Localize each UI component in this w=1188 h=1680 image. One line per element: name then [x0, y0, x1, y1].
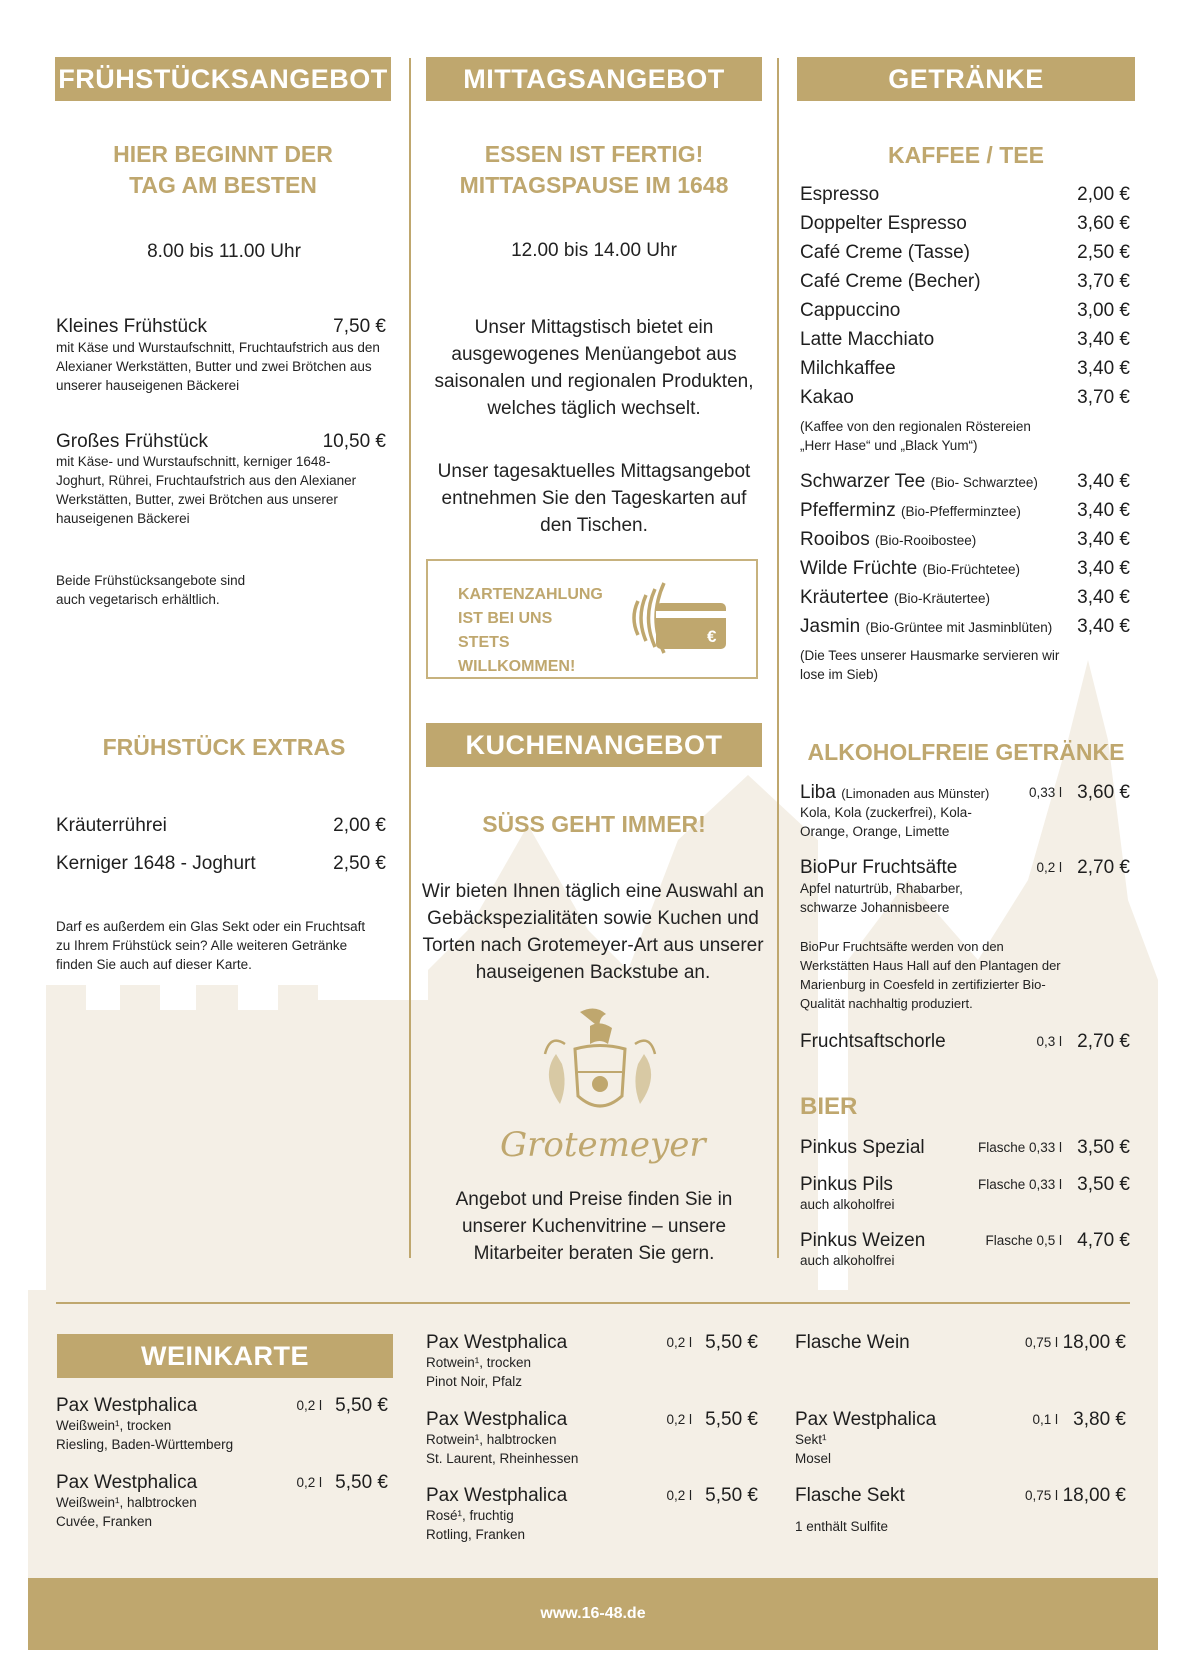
- card-payment-text: KARTENZAHLUNG IST BEI UNS STETS WILLKOMMEN!: [458, 586, 603, 675]
- drink-row: Rooibos (Bio-Rooibostee) 3,40 €: [800, 529, 1130, 550]
- item-name: BioPur Fruchtsäfte: [800, 857, 958, 878]
- footer-bar: [28, 1578, 1158, 1650]
- lunch-banner: MITTAGSANGEBOT: [426, 57, 762, 101]
- extras-note: Darf es außerdem ein Glas Sekt oder ein Fruchtsaft zu Ihrem Frühstück sein? Alle weiteren Getränke finden Sie auch auf dieser Karte.: [56, 919, 366, 972]
- item-description: Apfel naturtrüb, Rhabarber, schwarze Johannisbeere: [800, 881, 963, 915]
- lunch-hours: 12.00 bis 14.00 Uhr: [511, 240, 677, 261]
- item-price: 3,60 €: [1077, 782, 1130, 803]
- extras-item-price: 2,50 €: [333, 853, 386, 874]
- column-divider-right: [777, 58, 779, 1258]
- item-description: mit Käse- und Wurstaufschnitt, kerniger 1648-Joghurt, Rührei, Fruchtaufstrich aus den Alexianer Werkstätten, Butter, zwei Brötchen aus unserer hauseigenen Bäckerei: [56, 454, 357, 526]
- drinks-banner: GETRÄNKE: [797, 57, 1135, 101]
- wine-banner: WEINKARTE: [57, 1334, 393, 1378]
- drink-row: Latte Macchiato 3,40 €: [800, 329, 1130, 350]
- schorle-volume: 0,3 l: [1036, 1034, 1062, 1049]
- item-volume: 0,33 l: [1028, 785, 1062, 800]
- sulfite-footnote: 1 enthält Sulfite: [795, 1519, 889, 1534]
- drink-row: Café Creme (Becher) 3,70 €: [800, 271, 1130, 292]
- item-description: Kola, Kola (zuckerfrei), Kola-Orange, Orange, Limette: [800, 805, 972, 839]
- lunch-text: Unser Mittagstisch bietet ein ausgewogenes Menüangebot aus saisonalen und regionalen Produkten, welches täglich wechselt.: [434, 317, 754, 419]
- item-price: 10,50 €: [322, 431, 386, 452]
- coffee-list: [800, 180, 1130, 420]
- grotemeyer-logo-text: Grotemeyer: [500, 1125, 706, 1165]
- cake-price-info: Angebot und Preise finden Sie in unserer Kuchenvitrine – unsere Mitarbeiter beraten Sie gern.: [455, 1189, 733, 1264]
- item-volume: 0,2 l: [1036, 860, 1062, 875]
- tea-list: [800, 467, 1130, 647]
- schorle-name: Fruchtsaftschorle: [800, 1031, 946, 1052]
- coffee-heading: KAFFEE / TEE: [888, 142, 1044, 168]
- extras-item-name: Kerniger 1648 - Joghurt: [56, 853, 256, 874]
- schorle-price: 2,70 €: [1077, 1031, 1130, 1052]
- breakfast-headline: HIER BEGINNT DER TAG AM BESTEN: [113, 141, 333, 198]
- contactless-card-icon: [624, 573, 734, 663]
- lunch-headline: ESSEN IST FERTIG! MITTAGSPAUSE IM 1648: [459, 141, 729, 198]
- drink-row: Kakao 3,70 €: [800, 387, 1130, 408]
- drink-row: Café Creme (Tasse) 2,50 €: [800, 242, 1130, 263]
- column-divider-left: [409, 58, 411, 1258]
- item-name: Großes Frühstück: [56, 431, 209, 452]
- cake-text: Wir bieten Ihnen täglich eine Auswahl an Gebäckspezialitäten sowie Kuchen und Torten nach Grotemeyer-Art aus unserer hauseigenen Backstube an.: [421, 881, 765, 983]
- card-payment-box: [426, 559, 758, 679]
- biopur-note: BioPur Fruchtsäfte werden von den Werkstätten Haus Hall auf den Plantagen der Marienburg in Coesfeld in zertifizierter Bio-Qualität nachhaltig produziert.: [800, 939, 1061, 1011]
- extras-heading: FRÜHSTÜCK EXTRAS: [102, 734, 346, 760]
- coffee-note: (Kaffee von den regionalen Röstereien „Herr Hase“ und „Black Yum“): [800, 419, 1031, 453]
- drink-row: Wilde Früchte (Bio-Früchtetee) 3,40 €: [800, 558, 1130, 579]
- drink-row: Kräutertee (Bio-Kräutertee) 3,40 €: [800, 587, 1130, 608]
- breakfast-banner: FRÜHSTÜCKSANGEBOT: [55, 57, 391, 101]
- tea-note: (Die Tees unserer Hausmarke servieren wir lose im Sieb): [800, 648, 1060, 682]
- cake-banner: KUCHENANGEBOT: [426, 723, 762, 767]
- drink-row: Espresso 2,00 €: [800, 184, 1130, 205]
- extras-item-name: Kräuterrührei: [56, 815, 167, 836]
- softdrinks-heading: ALKOHOLFREIE GETRÄNKE: [807, 739, 1125, 765]
- wine-section-divider: [56, 1302, 1130, 1304]
- extras-item-price: 2,00 €: [333, 815, 386, 836]
- website-link[interactable]: www.16-48.de: [540, 1605, 646, 1622]
- breakfast-note: Beide Frühstücksangebote sind auch vegetarisch erhältlich.: [56, 573, 246, 607]
- euro-symbol: €: [707, 627, 717, 646]
- drink-row: Doppelter Espresso 3,60 €: [800, 213, 1130, 234]
- drink-row: Milchkaffee 3,40 €: [800, 358, 1130, 379]
- cake-headline: SÜSS GEHT IMMER!: [482, 811, 706, 837]
- drink-row: Pfefferminz (Bio-Pfefferminztee) 3,40 €: [800, 500, 1130, 521]
- drink-row: Schwarzer Tee (Bio- Schwarztee) 3,40 €: [800, 471, 1130, 492]
- item-price: 7,50 €: [333, 316, 386, 337]
- item-price: 2,70 €: [1077, 857, 1130, 878]
- breakfast-hours: 8.00 bis 11.00 Uhr: [147, 241, 301, 262]
- beer-heading: BIER: [800, 1093, 858, 1120]
- item-description: mit Käse und Wurstaufschnitt, Fruchtaufstrich aus den Alexianer Werkstätten, Butter und zwei Brötchen aus unserer hauseigenen Bäckerei: [56, 340, 380, 393]
- drink-row: Jasmin (Bio-Grüntee mit Jasminblüten) 3,40 €: [800, 616, 1130, 637]
- item-name: Kleines Frühstück: [56, 316, 208, 337]
- lunch-daily-text: Unser tagesaktuelles Mittagsangebot entnehmen Sie den Tageskarten auf den Tischen.: [437, 461, 751, 536]
- drink-row: Cappuccino 3,00 €: [800, 300, 1130, 321]
